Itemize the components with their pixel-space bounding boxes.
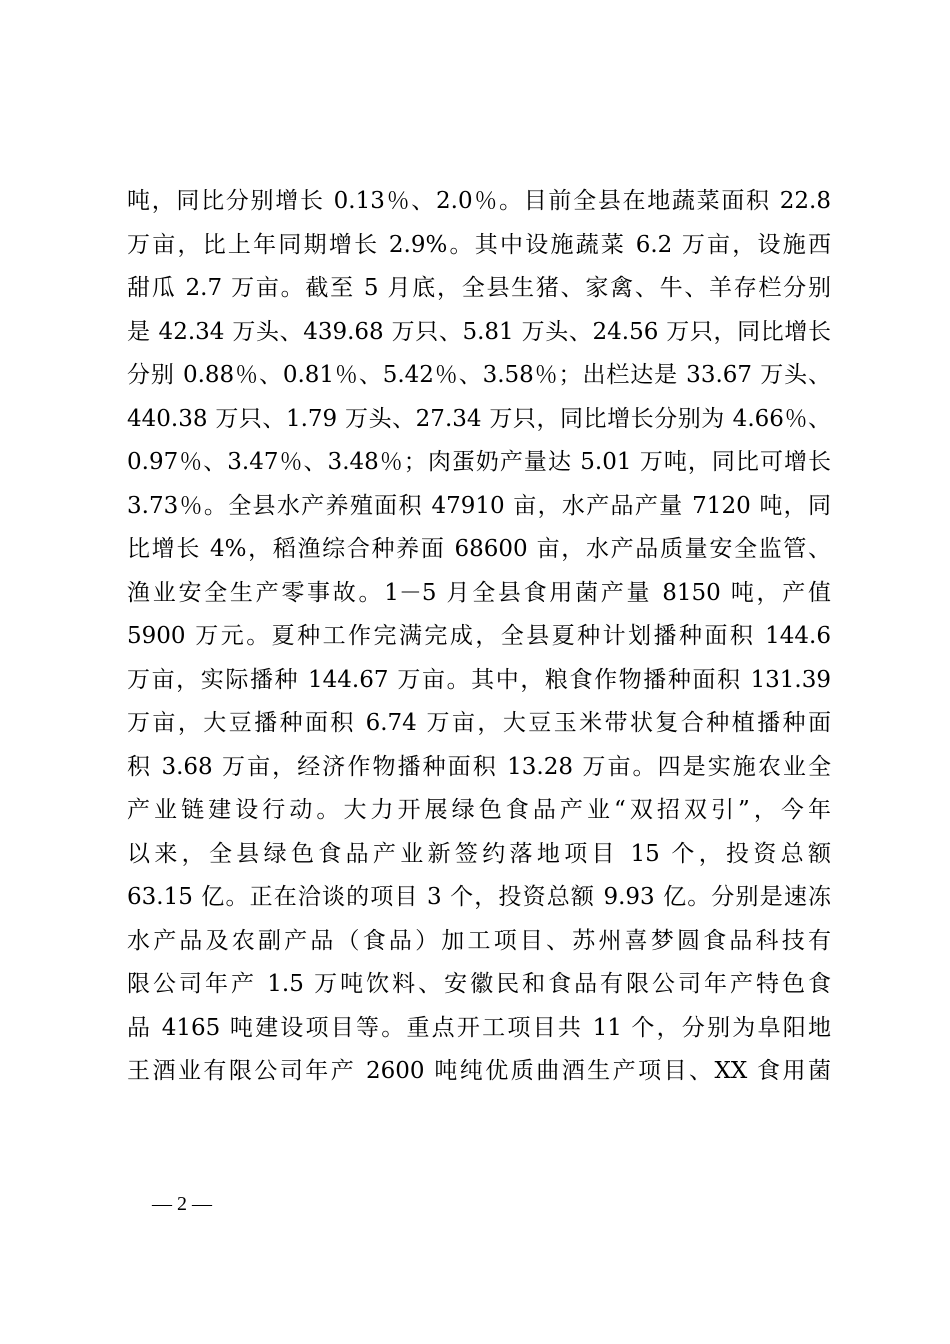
page-number: — 2 — [152, 1193, 212, 1215]
text-line: 渔业安全生产零事故。1－5 月全县食用菌产量 8150 吨，产值 [127, 579, 831, 606]
text-line: 产业链建设行动。大力开展绿色食品产业“双招双引”，今年 [127, 797, 831, 823]
text-line: 比增长 4%，稻渔综合种养面 68600 亩，水产品质量安全监管、 [127, 536, 831, 562]
text-line: 5900 万元。夏种工作完满完成，全县夏种计划播种面积 144.6 [127, 623, 831, 649]
text-line: 品 4165 吨建设项目等。重点开工项目共 11 个，分别为阜阳地 [127, 1014, 831, 1041]
text-line: 0.97％、3.47％、3.48％；肉蛋奶产量达 5.01 万吨，同比可增长 [127, 449, 831, 475]
text-line: 限公司年产 1.5 万吨饮料、安徽民和食品有限公司年产特色食 [127, 971, 831, 997]
text-line: 440.38 万只、1.79 万头、27.34 万只，同比增长分别为 4.66％、 [127, 405, 831, 432]
text-line: 分别 0.88％、0.81％、5.42％、3.58％；出栏达是 33.67 万头、 [127, 362, 831, 388]
text-line: 吨，同比分别增长 0.13％、2.0％。目前全县在地蔬菜面积 22.8 [127, 188, 831, 214]
text-line: 王酒业有限公司年产 2600 吨纯优质曲酒生产项目、XX 食用菌 [127, 1058, 831, 1084]
text-line: 积 3.68 万亩，经济作物播种面积 13.28 万亩。四是实施农业全 [127, 753, 831, 780]
text-line: 万亩，比上年同期增长 2.9%。其中设施蔬菜 6.2 万亩，设施西 [127, 231, 831, 258]
text-line: 是 42.34 万头、439.68 万只、5.81 万头、24.56 万只，同比增长 [127, 318, 831, 345]
text-line: 3.73％。全县水产养殖面积 47910 亩，水产品产量 7120 吨，同 [127, 492, 831, 519]
text-line: 万亩，大豆播种面积 6.74 万亩，大豆玉米带状复合种植播种面 [127, 710, 831, 736]
text-line: 水产品及农副产品（食品）加工项目、苏州喜梦圆食品科技有 [127, 927, 831, 954]
text-line: 以来，全县绿色食品产业新签约落地项目 15 个，投资总额 [127, 840, 831, 867]
text-line: 甜瓜 2.7 万亩。截至 5 月底，全县生猪、家禽、牛、羊存栏分别 [127, 275, 831, 301]
text-line: 万亩，实际播种 144.67 万亩。其中，粮食作物播种面积 131.39 [127, 666, 831, 693]
body-paragraph [127, 180, 831, 1094]
text-line: 63.15 亿。正在洽谈的项目 3 个，投资总额 9.93 亿。分别是速冻 [127, 884, 831, 910]
